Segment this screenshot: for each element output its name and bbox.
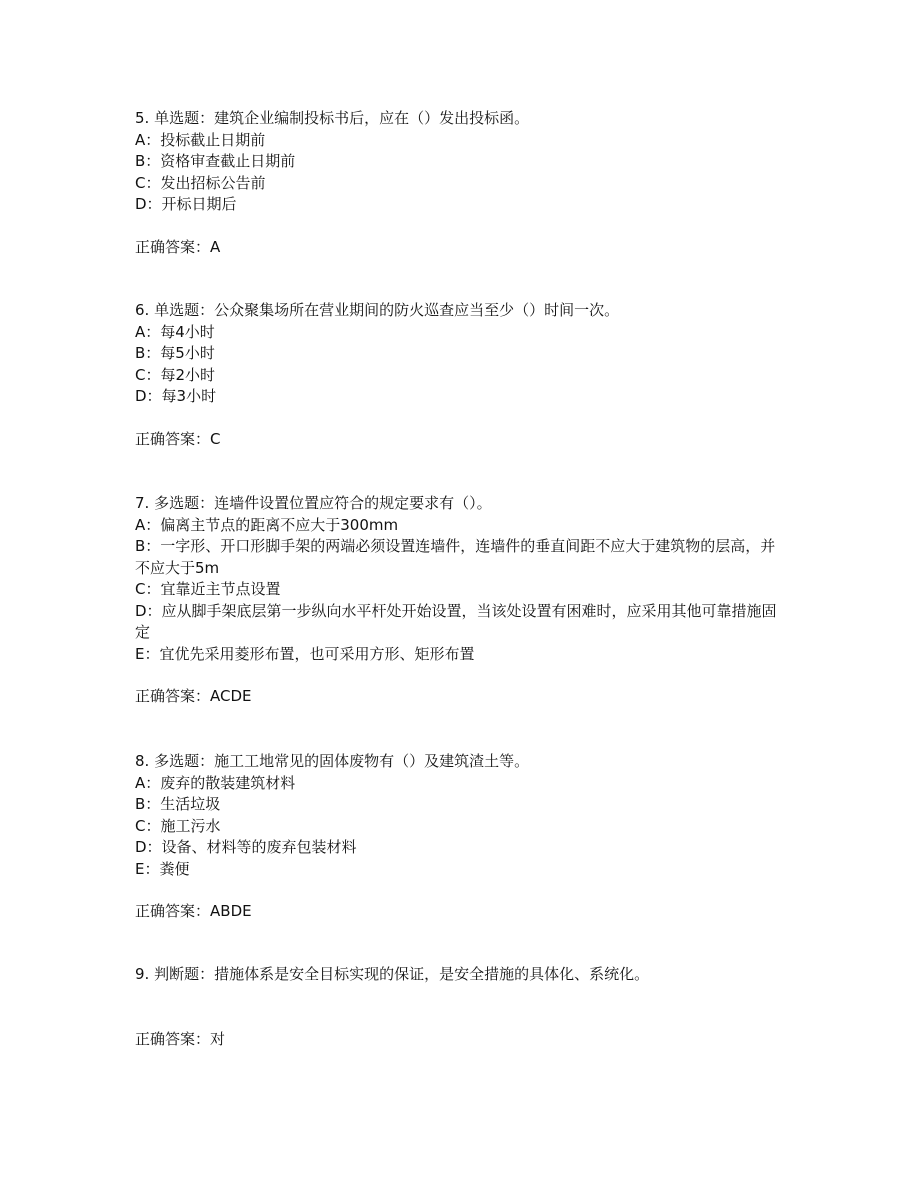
answer-label: 正确答案： <box>135 902 211 920</box>
option-list <box>135 322 785 408</box>
answer-line <box>135 901 785 923</box>
answer-value: A <box>210 237 221 256</box>
question-6 <box>135 300 785 450</box>
answer-line <box>135 686 785 708</box>
answer-line <box>135 237 785 259</box>
option-d: D：设备、材料等的废弃包装材料 <box>135 838 357 856</box>
answer-value: C <box>210 429 221 448</box>
answer-label: 正确答案： <box>135 429 211 448</box>
option-b: B：资格审查截止日期前 <box>135 152 296 170</box>
option-b: B：一字形、开口形脚手架的两端必须设置连墙件，连墙件的垂直间距不应大于建筑物的层高，并不应大于5m <box>135 537 776 577</box>
question-stem: 9. 判断题：措施体系是安全目标实现的保证，是安全措施的具体化、系统化。 <box>135 965 650 983</box>
question-7 <box>135 493 785 708</box>
question-stem: 5. 单选题：建筑企业编制投标书后，应在（）发出投标函。 <box>135 109 530 127</box>
option-list <box>135 130 785 216</box>
option-c: C：发出招标公告前 <box>135 173 266 192</box>
answer-line <box>135 429 785 451</box>
option-a: A：偏离主节点的距离不应大于300mm <box>135 515 399 534</box>
option-a: A：投标截止日期前 <box>135 130 266 149</box>
option-c: C：宜靠近主节点设置 <box>135 580 281 598</box>
option-d: D：开标日期后 <box>135 195 237 213</box>
option-list <box>135 773 785 881</box>
option-d: D：应从脚手架底层第一步纵向水平杆处开始设置，当该处设置有困难时，应采用其他可靠措施固定 <box>135 601 777 641</box>
question-5 <box>135 108 785 258</box>
question-stem: 8. 多选题：施工工地常见的固体废物有（）及建筑渣土等。 <box>135 752 530 770</box>
question-9 <box>135 964 785 1050</box>
option-a: A：废弃的散装建筑材料 <box>135 773 296 792</box>
answer-label: 正确答案： <box>135 237 211 256</box>
option-list <box>135 515 785 666</box>
answer-label: 正确答案： <box>135 687 211 705</box>
question-stem: 7. 多选题：连墙件设置位置应符合的规定要求有（）。 <box>135 494 492 512</box>
option-e: E：粪便 <box>135 859 190 878</box>
option-c: C：每2小时 <box>135 365 216 384</box>
option-b: B：生活垃圾 <box>135 795 221 813</box>
answer-value: ABDE <box>210 902 252 920</box>
answer-value: 对 <box>210 1029 226 1048</box>
question-8 <box>135 751 785 923</box>
answer-value: ACDE <box>210 687 252 705</box>
option-c: C：施工污水 <box>135 816 221 835</box>
answer-line <box>135 1029 785 1051</box>
option-e: E：宜优先采用菱形布置，也可采用方形、矩形布置 <box>135 644 475 663</box>
question-stem: 6. 单选题：公众聚集场所在营业期间的防火巡查应当至少（）时间一次。 <box>135 301 620 319</box>
option-b: B：每5小时 <box>135 344 215 362</box>
option-a: A：每4小时 <box>135 322 215 341</box>
option-d: D：每3小时 <box>135 387 217 405</box>
answer-label: 正确答案： <box>135 1029 211 1048</box>
